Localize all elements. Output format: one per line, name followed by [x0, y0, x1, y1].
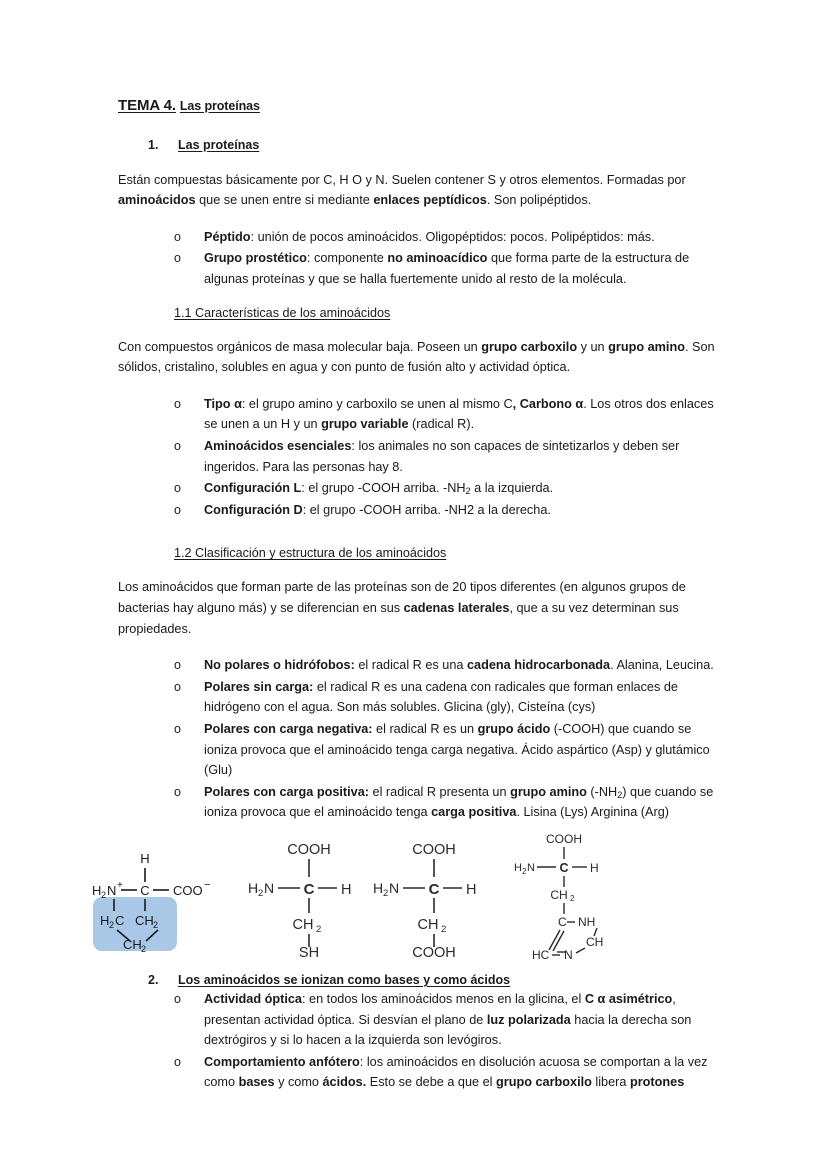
- bullet-term: Polares con carga negativa:: [204, 721, 373, 736]
- svg-text:−: −: [204, 879, 211, 892]
- page-title-subject: Las proteínas: [179, 99, 260, 113]
- bullet-text-3: hacia la derecha son dextrógiros y si lo hacen a la izquierda son levógiros.: [204, 1012, 692, 1048]
- bullet-text: : el grupo amino y carboxilo se unen al mismo C: [241, 396, 513, 411]
- bullet-term: Polares sin carga:: [204, 679, 314, 694]
- svg-text:H: H: [341, 882, 352, 899]
- svg-text:SH: SH: [298, 945, 320, 958]
- bullet-term: Actividad óptica: [204, 992, 302, 1007]
- svg-text:H: H: [248, 880, 259, 897]
- s11-p2: y un: [577, 339, 609, 354]
- list-item: [172, 248, 718, 289]
- list-item: [172, 500, 718, 521]
- list-item: [172, 782, 718, 823]
- svg-text:H: H: [466, 882, 477, 899]
- bullet-marker: o: [174, 721, 181, 736]
- bullet-text: el radical R es una cadena con radicales que forman enlaces de hidrógeno con el agua. Son más solubles. Glicina (gly), Cisteína (cys): [204, 679, 678, 715]
- bullet-term: Tipo α: [204, 396, 242, 411]
- bullet-emph: C α asimétrico: [584, 992, 673, 1007]
- svg-text:CH: CH: [135, 913, 154, 929]
- structure-aspartic-acid: [367, 837, 512, 957]
- svg-text:COOH: COOH: [412, 842, 456, 859]
- s11-b1: grupo carboxilo: [481, 339, 578, 354]
- s11-b2: grupo amino: [608, 339, 685, 354]
- bullet-text-3: (radical R).: [408, 417, 475, 432]
- svg-text:CH: CH: [292, 917, 314, 934]
- bullet-text-2: . Los otros dos enlaces se unen a un H y un: [204, 396, 714, 432]
- bullet-text-3: Esto se debe a que el: [366, 1075, 497, 1090]
- svg-text:2: 2: [153, 920, 159, 931]
- bullet-marker: o: [174, 784, 181, 799]
- section-1-number: 1.: [148, 137, 159, 152]
- svg-text:2: 2: [441, 924, 447, 936]
- svg-text:C: C: [303, 881, 315, 899]
- section-1-2-paragraph: [118, 577, 718, 639]
- bullet-term: Grupo prostético: [204, 251, 307, 266]
- bullet-emph: cadena hidrocarbonada: [466, 658, 611, 673]
- section-1-bullet-list: [118, 227, 718, 290]
- svg-text:H: H: [140, 851, 150, 867]
- s1-p2: que se unen entre si mediante: [195, 193, 374, 208]
- bullet-emph-2: grupo variable: [321, 417, 409, 432]
- svg-text:H: H: [100, 913, 110, 929]
- s1-p3: . Son polipéptidos.: [486, 193, 592, 208]
- bullet-text-4: libera: [591, 1075, 630, 1090]
- svg-text:COOH: COOH: [546, 832, 582, 847]
- bullet-marker: o: [174, 658, 181, 673]
- svg-text:COO: COO: [173, 883, 203, 899]
- bullet-text-2: (-COOH) que cuando se ioniza provoca que el aminoácido tenga carga negativa. Ácido aspártico (Asp) y glutámico (Glu): [204, 721, 710, 778]
- bullet-emph: grupo ácido: [477, 721, 551, 736]
- svg-text:2: 2: [258, 888, 264, 900]
- svg-text:2: 2: [141, 944, 147, 955]
- section-2-title: Los aminoácidos se ionizan como bases y como ácidos: [178, 973, 511, 988]
- bullet-text: : el grupo -COOH arriba. -NH2 a la derecha.: [302, 502, 551, 517]
- section-1-1-paragraph: [118, 337, 718, 378]
- svg-text:N: N: [389, 880, 400, 897]
- bullet-marker: o: [174, 396, 181, 411]
- bullet-text-2: (-NH: [586, 784, 618, 799]
- svg-text:+: +: [117, 880, 123, 892]
- bullet-term: Configuración D: [204, 502, 303, 517]
- svg-text:HC: HC: [532, 948, 550, 962]
- s12-p1: Los aminoácidos que forman parte de las proteínas son de 20 tipos diferentes (en algunos grupos de bacterias hay alguno más) y se diferencian en sus: [118, 580, 686, 616]
- bullet-text: el radical R presenta un: [369, 784, 511, 799]
- section-1-2-bullet-list: [118, 655, 718, 823]
- svg-text:CH: CH: [550, 888, 568, 903]
- s11-p1: Con compuestos orgánicos de masa molecular baja. Poseen un: [118, 339, 482, 354]
- bullet-marker: o: [174, 679, 181, 694]
- s1-p1: Están compuestas básicamente por C, H O y N. Suelen contener S y otros elementos. Formadas por: [118, 172, 686, 187]
- bullet-marker: o: [174, 502, 181, 517]
- svg-text:COOH: COOH: [412, 945, 456, 958]
- bullet-text-3: ) que cuando se ioniza provoca que el aminoácido tenga: [204, 784, 714, 820]
- svg-text:2: 2: [383, 888, 389, 900]
- svg-text:C: C: [559, 861, 569, 876]
- svg-text:N: N: [107, 883, 117, 899]
- section-1-1-heading: 1.1 Características de los aminoácidos: [174, 305, 391, 320]
- bullet-emph-4: protones: [629, 1075, 685, 1090]
- bullet-text: el radical R es una: [354, 658, 467, 673]
- bullet-emph-2: carga positiva: [431, 805, 517, 820]
- svg-text:2: 2: [109, 920, 115, 931]
- list-item: [172, 394, 718, 435]
- bullet-term: Polares con carga positiva:: [204, 784, 369, 799]
- svg-text:N: N: [564, 948, 573, 962]
- section-1-1-bullet-list: [118, 394, 718, 521]
- bullet-emph: no aminoacídico: [387, 251, 488, 266]
- bullet-term: Aminoácidos esenciales: [204, 438, 352, 453]
- section-2-number: 2.: [148, 973, 159, 988]
- bullet-text-2: . Alanina, Leucina.: [610, 658, 714, 673]
- bullet-text-2: , presentan actividad óptica. Si desvían el plano de: [204, 992, 676, 1027]
- list-item: [172, 478, 718, 499]
- section-1-title: Las proteínas: [178, 137, 260, 152]
- page-title: [118, 97, 718, 116]
- s1-b1: aminoácidos: [118, 193, 196, 208]
- bullet-text-2: y como: [274, 1075, 323, 1090]
- list-item: [172, 719, 718, 781]
- s1-b2: enlaces peptídicos: [373, 193, 487, 208]
- bullet-marker: o: [174, 229, 181, 244]
- bullet-marker: o: [174, 438, 181, 453]
- svg-text:C: C: [428, 881, 440, 899]
- svg-text:CH: CH: [586, 935, 604, 950]
- bullet-text-4: . Lisina (Lys) Arginina (Arg): [516, 805, 669, 820]
- section-2-heading: [118, 973, 718, 987]
- bullet-term: Configuración L: [204, 481, 302, 496]
- bullet-emph-2: ácidos.: [322, 1075, 367, 1090]
- svg-text:2: 2: [316, 924, 322, 936]
- svg-text:C: C: [115, 913, 125, 929]
- svg-text:C: C: [558, 915, 567, 930]
- bullet-emph-3: grupo carboxilo: [496, 1075, 592, 1090]
- bullet-marker: o: [174, 1054, 181, 1069]
- page-title-tema: TEMA 4.: [118, 97, 176, 114]
- list-item: [172, 227, 718, 248]
- section-1-paragraph: [118, 170, 718, 211]
- list-item: [172, 1052, 718, 1093]
- bullet-text: : componente: [306, 251, 388, 266]
- svg-text:2: 2: [101, 890, 107, 901]
- svg-text:NH: NH: [578, 915, 596, 930]
- bullet-text: : en todos los aminoácidos menos en la glicina, el: [302, 992, 585, 1007]
- bullet-text-2: a la izquierda.: [470, 481, 554, 496]
- svg-text:2: 2: [570, 894, 575, 904]
- svg-text:H: H: [590, 861, 599, 876]
- bullet-emph-2: luz polarizada: [486, 1012, 571, 1027]
- structure-histidine: [502, 829, 627, 961]
- svg-text:CH: CH: [123, 937, 142, 953]
- bullet-marker: o: [174, 992, 181, 1007]
- spacer: [118, 536, 718, 546]
- s12-b1: cadenas laterales: [403, 601, 510, 616]
- bullet-term: No polares o hidrófobos:: [204, 658, 355, 673]
- bullet-text: el radical R es un: [372, 721, 478, 736]
- bullet-term: Péptido: [204, 229, 251, 244]
- svg-text:COOH: COOH: [287, 842, 331, 859]
- subscript-2: 2: [617, 789, 623, 800]
- bullet-emph: bases: [238, 1075, 275, 1090]
- svg-text:N: N: [264, 880, 275, 897]
- bullet-emph: , Carbono α: [512, 396, 584, 411]
- subscript-2: 2: [465, 486, 471, 497]
- list-item: [172, 989, 718, 1051]
- svg-text:CH: CH: [417, 917, 439, 934]
- list-item: [172, 677, 718, 718]
- s11-p3: . Son sólidos, cristalino, solubles en agua y con punto de fusión alto y actividad óptica.: [118, 339, 715, 375]
- bullet-term: Comportamiento anfótero: [204, 1054, 360, 1069]
- bullet-text: : el grupo -COOH arriba. -NH: [301, 481, 466, 496]
- bullet-marker: o: [174, 481, 181, 496]
- section-2-bullet-list: [118, 989, 718, 1093]
- bullet-marker: o: [174, 251, 181, 266]
- bullet-text-2: que forma parte de la estructura de algunas proteínas y que se halla fuertemente unido al resto de la molécula.: [204, 251, 690, 287]
- bullet-emph: grupo amino: [510, 784, 587, 799]
- section-1-heading: [118, 138, 718, 152]
- section-1-2-heading: 1.2 Clasificación y estructura de los aminoácidos: [174, 546, 447, 561]
- svg-text:H: H: [373, 880, 384, 897]
- bullet-text: : unión de pocos aminoácidos. Oligopéptidos: pocos. Polipéptidos: más.: [250, 229, 655, 244]
- amino-acid-structures: [82, 832, 718, 963]
- list-item: [172, 655, 718, 676]
- bullet-text: : los aminoácidos en disolución acuosa se comportan a la vez como: [204, 1054, 708, 1090]
- s12-p2: , que a su vez determinan sus propiedades.: [118, 601, 679, 636]
- svg-text:N: N: [527, 862, 535, 875]
- svg-text:2: 2: [522, 867, 527, 877]
- svg-text:C: C: [140, 883, 150, 899]
- structure-proline: [90, 845, 250, 957]
- svg-text:H: H: [514, 862, 522, 875]
- structure-cysteine: [242, 837, 377, 957]
- svg-text:H: H: [92, 883, 102, 899]
- list-item: [172, 436, 718, 477]
- bullet-text: : los animales no son capaces de sintetizarlos y deben ser ingeridos. Para las personas hay 8.: [204, 438, 680, 474]
